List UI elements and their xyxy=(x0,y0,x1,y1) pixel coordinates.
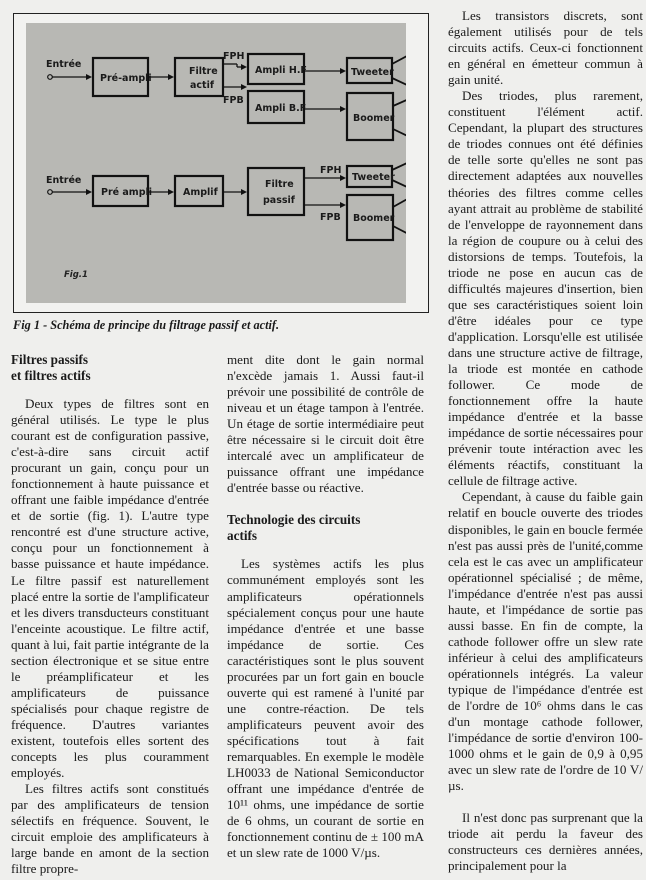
column-2 xyxy=(227,352,424,861)
heading-line: Technologie des circuits xyxy=(227,512,361,528)
block-tweeter xyxy=(347,58,394,83)
svg-text:Pré-ampli: Pré-ampli xyxy=(100,73,152,84)
svg-text:Amplif: Amplif xyxy=(183,187,218,198)
svg-text:actif: actif xyxy=(190,80,214,91)
section-heading-filtres xyxy=(11,352,209,384)
boomer-speaker-icon xyxy=(393,95,406,141)
svg-text:Tweeter: Tweeter xyxy=(351,67,394,78)
figure-caption: Fig 1 - Schéma de principe du filtrage passif et actif. xyxy=(13,318,280,332)
block-preampli xyxy=(93,176,152,206)
fpb-label: FPB xyxy=(223,95,244,106)
heading-line: et filtres actifs xyxy=(11,368,91,383)
fpb-label: FPB xyxy=(320,212,341,223)
paragraph: Les systèmes actifs les plus communément employés sont les amplificateurs opérationnels spécialement conçus pour une haute impédance d'entrée et une basse impédance de sortie. Ces caractéristiques sont le plus souvent procurées par un fort gain en boucle ouverte qui est ramené à l'unité par une contre-réaction. De tels amplificateurs peuvent avoir des spécifications tout à fait remarquables. En exemple le modèle LH0033 de National Semiconductor offrant une impédance d'entrée de 10¹¹ ohms, une impédance de sortie de 6 ohms, un courant de sortie en fonctionnement continu de ± 100 mA et un slew rate de 1000 V/µs. xyxy=(227,556,424,861)
input-label: Entrée xyxy=(46,59,82,70)
paragraph: Des triodes, plus rarement, constituent l'élément actif. Cependant, la plupart des structures de triodes connues ont été définies de telle sorte qu'elles ne sont pas directement adaptées aux nouvelles théories des filtres comme celles ayant attrait au problème de stabilité de l'enveloppe de rayonnement dans la région de coupure ou à celui des distorsions de temps. Toutefois, la triode ne pose en aucun cas de difficultés majeures d'insertion, bien que ses caractéristiques soient loin d'être idéales pour ce type d'application. Lorsqu'elle est utilisée dans une structure active de filtrage, la triode est montée en cathode follower. Ce mode de fonctionnement offre la haute impédance d'entrée et la basse impédance de sortie nécessaires pour prévenir toute intéraction avec les éléments réactifs, constituant la cellule de filtrage active. xyxy=(448,88,643,489)
figure-1 xyxy=(13,13,429,313)
svg-text:Boomer: Boomer xyxy=(353,213,395,224)
block-amplif xyxy=(175,176,223,206)
heading-line: Filtres passifs xyxy=(11,352,89,367)
boomer-speaker-icon xyxy=(393,193,406,239)
input-terminal-icon xyxy=(48,190,53,195)
svg-text:Boomer: Boomer xyxy=(353,113,395,124)
svg-text:passif: passif xyxy=(263,195,295,206)
block-ampli-hf xyxy=(248,54,307,84)
tweeter-speaker-icon xyxy=(392,56,406,85)
input-terminal-icon xyxy=(48,75,53,80)
svg-text:Tweeter: Tweeter xyxy=(352,172,395,183)
fph-label: FPH xyxy=(223,51,245,62)
block-tweeter xyxy=(347,166,395,187)
diagram-active-filter xyxy=(46,51,406,141)
figure-panel xyxy=(26,23,406,303)
block-boomer xyxy=(347,195,395,240)
arrow-icon xyxy=(86,74,92,80)
svg-text:Ampli B.F: Ampli B.F xyxy=(255,103,307,114)
paragraph: Il n'est donc pas surprenant que la triode ait perdu la faveur des constructeurs ces dernières années, principalement pour la xyxy=(448,810,643,874)
paragraph: Cependant, à cause du faible gain relatif en boucle ouverte des triodes disponibles, le gain en boucle fermée n'est pas aussi près de l'unité,comme cela est le cas avec un amplificateur opérationnel spécialisé ; de même, l'impédance d'entrée n'est pas aussi haute, et l'impédance de sortie pas aussi basse. En fin de compte, la cathode follower offre un slew rate inférieur à celui des amplificateurs opérationnels intégrés. La valeur typique de l'impédance d'entrée est de l'ordre de 10⁶ ohms dans le cas d'un montage cathode follower, l'impédance de sortie d'environ 100-1000 ohms et le gain de 0,9 à 0,95 avec un slew rate de l'ordre de 10 V/µs. xyxy=(448,489,643,794)
heading-line: actifs xyxy=(227,528,258,544)
paragraph: Deux types de filtres sont en général utilisés. Le type le plus courant est de configuration passive, c'est-à-dire sans circuit actif procurant un gain, conçu pour un fonctionnement à haute puissance et offrant une faible impédance d'entrée et de sortie (fig. 1). L'autre type rencontré est d'une structure active, conçu pour un fonctionnement à basse puissance et haute impédance. Le filtre passif est naturellement placé entre la sortie de l'amplificateur et les divers transducteurs constituant l'enceinte acoustique. Le filtre actif, quant à lui, fait partie intégrante de la section électronique et se situe entre le préamplificateur et les amplificateurs de puissance spécialisés pour chaque registre de fréquence. D'autres variantes existent, toutefois elles sortent des concepts les plus couramment employés. xyxy=(11,396,209,781)
svg-text:Pré ampli: Pré ampli xyxy=(101,187,153,198)
block-filtre-passif xyxy=(248,168,304,215)
block-diagrams xyxy=(26,23,406,303)
fph-label: FPH xyxy=(320,165,342,176)
column-3 xyxy=(448,8,643,874)
fig-label: Fig.1 xyxy=(64,270,88,280)
paragraph: ment dite dont le gain normal n'excède jamais 1. Aussi faut-il prévoir une possibilité de contrôle de niveau et un étage tampon à l'entrée. Un étage de sortie intermédiaire peut être nécessaire si le circuit doit être intercalé avec un amplificateur de puissance offrant une impédance d'entrée basse ou réactive. xyxy=(227,352,424,496)
column-1 xyxy=(11,352,209,877)
paragraph: Les transistors discrets, sont également utilisés pour de tels circuits actifs. Ceux-ci fonctionnent en général en émetteur commun à gain unité. xyxy=(448,8,643,88)
input-label: Entrée xyxy=(46,175,82,186)
block-boomer xyxy=(347,93,395,140)
section-heading-technologie xyxy=(227,512,424,544)
block-preampli xyxy=(93,58,152,96)
diagram-passive-filter xyxy=(46,163,406,240)
arrow-icon xyxy=(168,74,174,80)
svg-text:Filtre: Filtre xyxy=(189,66,218,77)
block-ampli-bf xyxy=(248,91,306,123)
svg-text:Ampli H.F: Ampli H.F xyxy=(255,65,307,76)
svg-text:Filtre: Filtre xyxy=(265,179,294,190)
paragraph: Les filtres actifs sont constitués par des amplificateurs de tension sélectifs en fréquence. Souvent, le circuit emploie des amplificateurs à large bande en amont de la section filtre propre- xyxy=(11,781,209,877)
block-filtre-actif xyxy=(175,58,223,96)
